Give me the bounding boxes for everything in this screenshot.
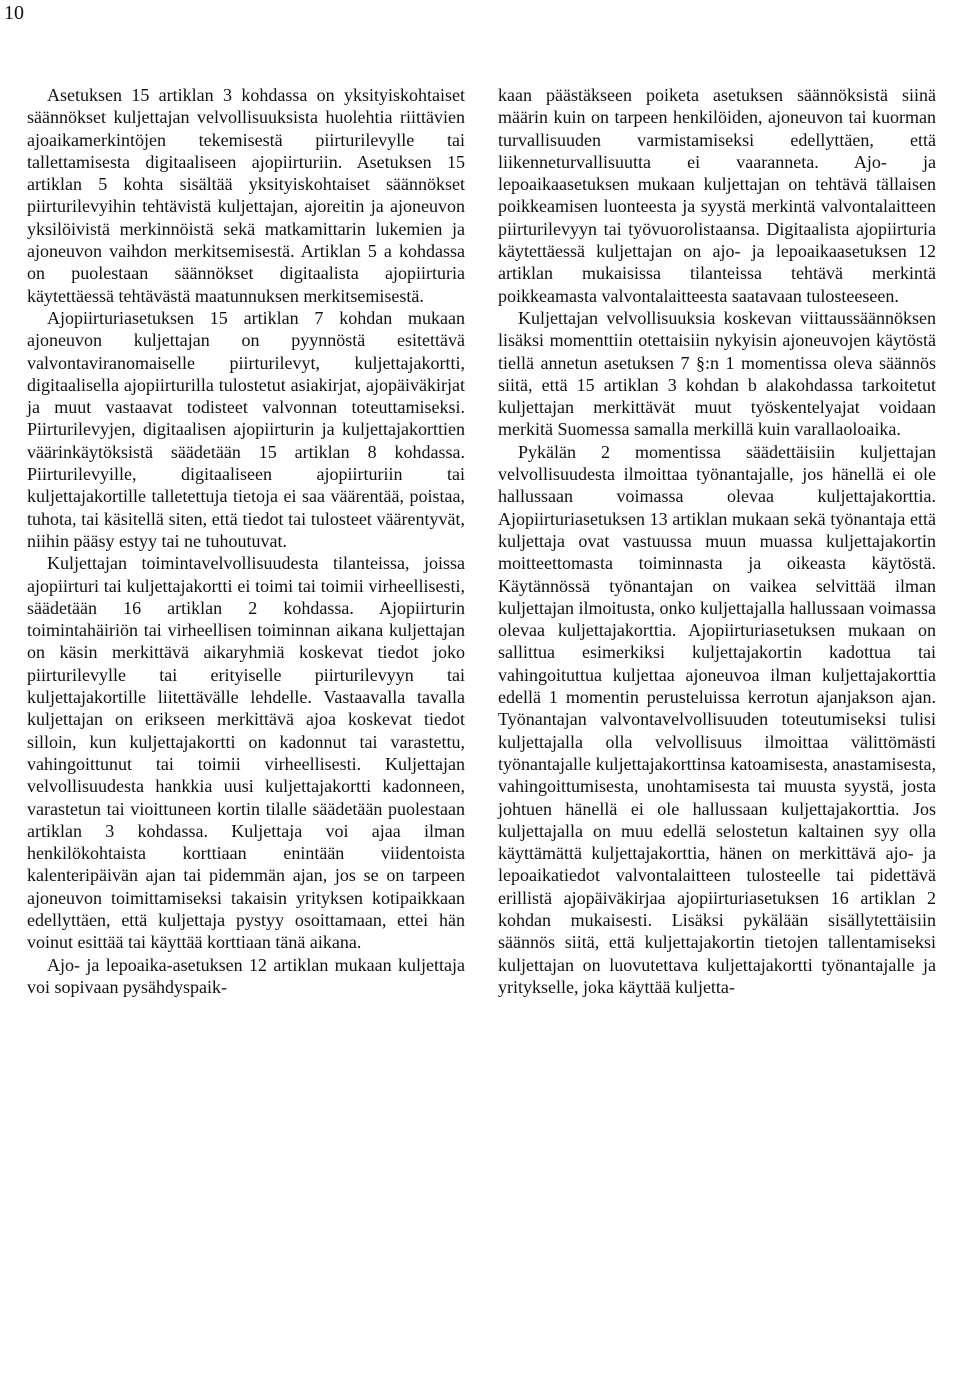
paragraph: Ajo- ja lepoaika-asetuksen 12 artiklan mukaan kuljettaja voi sopivaan pysähdyspaik- <box>27 954 465 997</box>
paragraph: kaan päästäkseen poiketa asetuksen säännöksistä siinä määrin kuin on tarpeen henkilöiden, ajoneuvon tai kuorman turvallisuuden varmistamiseksi edellyttäen, että liikenneturvallisuutta ei vaaranneta. Ajo- ja lepoaikaasetuksen mukaan kuljettajan on tehtävä tällaisen poikkeamisen luonteesta ja syystä merkintä valvontalaitteen piirturilevyyn tai työvuorolistaansa. Digitaalista ajopiirturia käytettäessä kuljettajan on ajo- ja lepoaikaasetuksen 12 artiklan mukaisissa tilanteissa tehtävä merkintä poikkeamasta valvontalaitteesta saatavaan tulosteeseen. <box>498 85 936 306</box>
right-column <box>498 84 936 998</box>
left-column <box>27 84 465 998</box>
page-number: 10 <box>4 2 24 24</box>
paragraph: Ajopiirturiasetuksen 15 artiklan 7 kohdan mukaan ajoneuvon kuljettajan on pyynnöstä esitettävä valvontaviranomaiselle piirturilevyt, kuljettajakortti, digitaalisella ajopiirturilla tulostetut asiakirjat, ajopäiväkirjat ja muut vastaavat todisteet valvonnan toteuttamiseksi. Piirturilevyjen, digitaalisen ajopiirturin ja kuljettajakorttien väärinkäytöksistä säädetään 15 artiklan 8 kohdassa. Piirturilevyille, digitaaliseen ajopiirturiin tai kuljettajakortille talletettuja tietoja ei saa väärentää, poistaa, tuhota, tai käsitellä siten, että tiedot tai tulosteet väärentyvät, niihin pääsy estyy tai ne tuhoutuvat. <box>27 307 465 551</box>
paragraph: Kuljettajan toimintavelvollisuudesta tilanteissa, joissa ajopiirturi tai kuljettajakortti ei toimi tai toimii virheellisesti, säädetään 16 artiklan 2 kohdassa. Ajopiirturin toimintahäiriön tai virheellisen toiminnan aikana kuljettajan on käsin merkittävä aikaryhmiä koskevat tiedot joko piirturilevylle tai erityiselle piirturilevyyn tai kuljettajakortille liitettävälle lehdelle. Vastaavalla tavalla kuljettajan on erikseen merkittävä ajoa koskevat tiedot silloin, kun kuljettajakortti on kadonnut tai varastettu, vahingoittunut tai toimii virheellisesti. Kuljettajan velvollisuudesta hankkia uusi kuljettajakortti kadonneen, varastetun tai vioittuneen kortin tilalle säädetään puolestaan artiklan 3 kohdassa. Kuljettaja voi ajaa ilman henkilökohtaista korttiaan enintään viidentoista kalenteripäivän ajan tai pidemmän ajan, jos se on tarpeen ajoneuvon toimittamiseksi takaisin yrityksen kotipaikkaan edellyttäen, että kuljettaja pystyy osoittamaan, ettei hän voinut esittää tai käyttää korttiaan tänä aikana. <box>27 553 465 953</box>
paragraph: Asetuksen 15 artiklan 3 kohdassa on yksityiskohtaiset säännökset kuljettajan velvollisuuksista huolehtia riittävien ajoaikamerkintöjen tekemisestä piirturilevylle tai tallettamisesta digitaaliseen ajopiirturiin. Asetuksen 15 artiklan 5 kohta sisältää yksityiskohtaiset säännökset piirturilevyihin tehtävistä kuljettajan, ajoreitin ja ajoneuvon yksilöivistä merkinnöistä sekä matkamittarin lukemien ja ajoneuvon vaihdon merkitsemisestä. Artiklan 5 a kohdassa on puolestaan säännökset digitaalista ajopiirturia käytettäessä tehtävästä maatunnuksen merkitsemisestä. <box>27 85 465 306</box>
paragraph: Kuljettajan velvollisuuksia koskevan viittaussäännöksen lisäksi momenttiin otettaisiin nykyisin ajoneuvojen käytöstä tiellä annetun asetuksen 7 §:n 1 momentissa oleva säännös siitä, että 15 artiklan 3 kohdan b alakohdassa tarkoitetut kuljettajan merkittävät muut työskentelyajat voidaan merkitä Suomessa samalla merkillä kuin varallaoloaika. <box>498 307 936 440</box>
paragraph: Pykälän 2 momentissa säädettäisiin kuljettajan velvollisuudesta ilmoittaa työnantajalle, jos hänellä ei ole hallussaan voimassa olevaa kuljettajakorttia. Ajopiirturiasetuksen 13 artiklan mukaan sekä työnantaja että kuljettaja ovat vastuussa muun muassa kuljettajakortin moitteettomasta toiminnasta ja oikeasta käytöstä. Käytännössä työnantajan on vaikea selvittää ilman kuljettajan ilmoitusta, onko kuljettajalla hallussaan voimassa olevaa kuljettajakorttia. Ajopiirturiasetuksen mukaan on sallittua esimerkiksi kuljettajakortin kadottua tai vahingoituttua kuljettaa ajoneuvoa ilman kuljettajakorttia edellä 1 momentin perusteluissa kerrotun ajanjakson ajan. Työnantajan valvontavelvollisuuden toteutumiseksi tulisi kuljettajalla olla velvollisuus ilmoittaa välittömästi työnantajalle kuljettajakorttinsa katoamisesta, anastamisesta, vahingoittumisesta, unohtamisesta tai muusta syystä, josta johtuen hänellä ei ole hallussaan kuljettajakorttia. Jos kuljettajalla on muu edellä selostetun kaltainen syy olla käyttämättä kuljettajakorttia, hänen on merkittävä ajo- ja lepoaikatiedot valvontalaitteen tulosteelle tai pidettävä erillistä ajopäiväkirjaa ajopiirturiasetuksen 16 artiklan 2 kohdan mukaisesti. Lisäksi pykälään sisällytettäisiin säännös siitä, että kuljettajakortin tietojen tallentamiseksi kuljettajan on luovutettava kuljettajakortti työnantajalle ja yritykselle, joka käyttää kuljetta- <box>498 441 936 997</box>
